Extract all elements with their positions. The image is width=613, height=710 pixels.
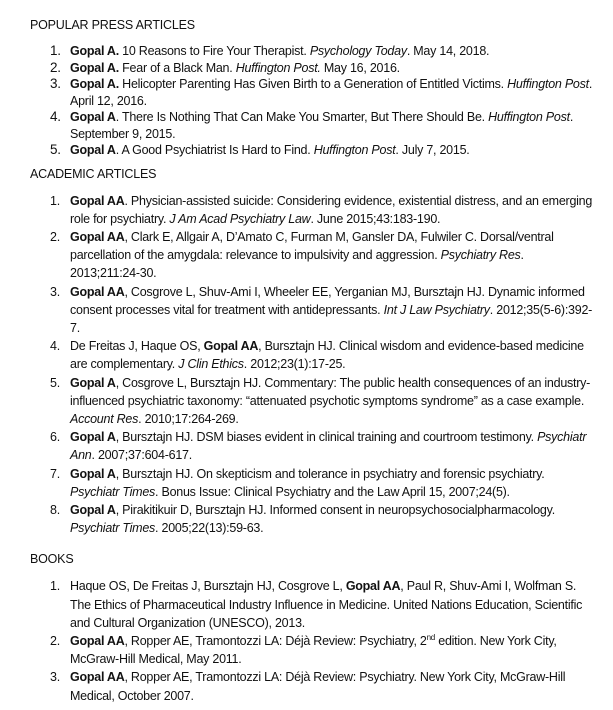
books-list <box>30 577 593 704</box>
author: Gopal AA <box>70 633 125 648</box>
citation: . 2010;17:264-269. <box>138 411 239 426</box>
publication: Huffington Post <box>488 110 570 124</box>
popular-press-item <box>30 109 593 142</box>
item-number: 4. <box>50 339 60 354</box>
author: Gopal AA <box>345 579 401 594</box>
academic-article-item <box>30 428 593 464</box>
book-item <box>30 577 593 632</box>
item-number: 7. <box>50 466 60 481</box>
item-number: 2. <box>50 59 61 75</box>
title: . A Good Psychiatrist Is Hard to Find. <box>115 143 314 157</box>
books-heading: BOOKS <box>30 552 74 567</box>
citation: . 2007;37:604-617. <box>91 448 192 463</box>
publication: Huffington Post <box>313 143 396 157</box>
journal: Psychiatry Res <box>440 248 521 263</box>
ordinal-suffix: nd <box>426 632 436 642</box>
item-number: 3. <box>50 284 60 299</box>
popular-press-item <box>30 76 593 109</box>
journal: Account Res <box>70 411 139 426</box>
item-number: 5. <box>50 142 61 157</box>
author: Gopal A <box>70 143 116 157</box>
author: Gopal AA <box>70 284 125 299</box>
author: Gopal AA <box>203 339 259 354</box>
title: Fear of a Black Man. <box>118 60 236 75</box>
title: , Clark E, Allgair A, D’Amato C, Furman M, Gansler DA, Fulwiler C. Dorsal/ventral parcellation of the amygdala: relevance to impulsivity and aggression. <box>70 229 554 263</box>
author: Gopal A. <box>70 77 119 91</box>
academic-article-item <box>30 228 593 283</box>
academic-article-item <box>30 374 593 429</box>
publisher: edition. New York City, McGraw-Hill Medical, May 2011. <box>70 633 557 667</box>
item-number: 6. <box>50 430 60 445</box>
popular-press-list <box>30 43 593 159</box>
title: , Bursztajn HJ. DSM biases evident in clinical training and courtroom testimony. <box>115 430 538 445</box>
academic-article-item <box>30 465 593 501</box>
popular-press-item <box>30 60 593 77</box>
title: 10 Reasons to Fire Your Therapist. <box>118 44 310 58</box>
book-item <box>30 668 593 704</box>
title: , Bursztajn HJ. Clinical wisdom and evidence-based medicine are complementary. <box>70 339 584 372</box>
date: . September 9, 2015. <box>70 110 574 141</box>
author: Gopal A <box>70 375 116 390</box>
academic-article-item <box>30 501 593 537</box>
title: , Cosgrove L, Bursztajn HJ. Commentary: The public health consequences of an industry-influenced psychiatric taxonomy: “attenuated psychotic symptoms syndrome” as a case example. <box>70 375 591 408</box>
title: , Ropper AE, Tramontozzi LA: Déjà Review: Psychiatry, 2 <box>124 633 427 648</box>
author: Gopal A <box>70 502 116 517</box>
journal: J Clin Ethics <box>178 357 244 372</box>
citation: . Bonus Issue: Clinical Psychiatry and the Law April 15, 2007;24(5). <box>155 484 510 499</box>
journal: Psychiatr Ann <box>70 430 587 463</box>
journal: J Am Acad Psychiatry Law <box>169 211 311 226</box>
item-number: 3. <box>50 76 61 91</box>
author: Gopal AA <box>70 670 125 685</box>
academic-article-item <box>30 192 593 228</box>
title: , Bursztajn HJ. On skepticism and tolerance in psychiatry and forensic psychiatry. <box>115 466 545 481</box>
citation: . 2005;22(13):59-63. <box>155 521 264 536</box>
citation: . 2012;35(5-6):392-7. <box>70 302 593 335</box>
item-number: 4. <box>50 109 61 124</box>
date: . April 12, 2016. <box>70 77 593 108</box>
coauthors: Haque OS, De Freitas J, Bursztajn HJ, Cosgrove L, <box>70 579 346 594</box>
item-number: 8. <box>50 502 60 517</box>
title: , Cosgrove L, Shuv-Ami I, Wheeler EE, Yerganian MJ, Bursztajn HJ. Dynamic informed consent processes vital for treatment with antidepressants. <box>70 284 585 317</box>
item-number: 3. <box>50 670 60 685</box>
title: , Pirakitikuir D, Bursztajn HJ. Informed consent in neuropsychosocialpharmacology. <box>115 502 555 517</box>
title: . There Is Nothing That Can Make You Smarter, But There Should Be. <box>115 110 489 124</box>
item-number: 5. <box>50 375 60 390</box>
date: . July 7, 2015. <box>395 143 470 157</box>
author: Gopal A. <box>70 60 119 75</box>
citation: . 2013;211:24-30. <box>70 248 524 281</box>
author: Gopal AA <box>70 229 125 244</box>
popular-press-heading: POPULAR PRESS ARTICLES <box>30 18 195 32</box>
publication: Psychology Today <box>309 44 407 58</box>
author: Gopal A <box>70 110 116 124</box>
title: , Ropper AE, Tramontozzi LA: Déjà Review: Psychiatry. New York City, McGraw-Hill Medical, October 2007. <box>70 670 566 703</box>
title: Helicopter Parenting Has Given Birth to a Generation of Entitled Victims. <box>118 77 508 91</box>
item-number: 1. <box>50 43 61 58</box>
journal: Psychiatr Times <box>70 484 156 499</box>
publication: Huffington Post. <box>235 60 321 75</box>
item-number: 1. <box>50 193 60 208</box>
popular-press-item <box>30 43 593 60</box>
coauthors: De Freitas J, Haque OS, <box>70 339 204 354</box>
item-number: 1. <box>50 579 60 594</box>
academic-articles-heading: ACADEMIC ARTICLES <box>30 166 157 181</box>
citation: . 2012;23(1):17-25. <box>243 357 346 372</box>
publication: Huffington Post <box>507 77 589 91</box>
journal: Int J Law Psychiatry <box>383 302 490 317</box>
author: Gopal A <box>70 430 116 445</box>
date: May 16, 2016. <box>320 60 400 75</box>
title: . Physician-assisted suicide: Considering evidence, existential distress, and an emerging role for psychiatry. <box>70 193 593 226</box>
academic-article-item <box>30 283 593 338</box>
author: Gopal AA <box>70 193 125 208</box>
academic-articles-list <box>30 192 593 538</box>
date: . May 14, 2018. <box>406 44 490 58</box>
citation: . June 2015;43:183-190. <box>310 211 441 226</box>
item-number: 2. <box>50 229 60 244</box>
book-item <box>30 632 593 668</box>
author: Gopal A. <box>70 44 119 58</box>
item-number: 2. <box>50 633 60 648</box>
popular-press-item <box>30 142 593 159</box>
title: , Paul R, Shuv-Ami I, Wolfman S. The Ethics of Pharmaceutical Industry Influence in Medicine. United Nations Education, Scientific and Cultural Organization (UNESCO), 2013. <box>70 579 583 630</box>
author: Gopal A <box>70 466 116 481</box>
journal: Psychiatr Times <box>70 521 156 536</box>
academic-article-item <box>30 337 593 373</box>
